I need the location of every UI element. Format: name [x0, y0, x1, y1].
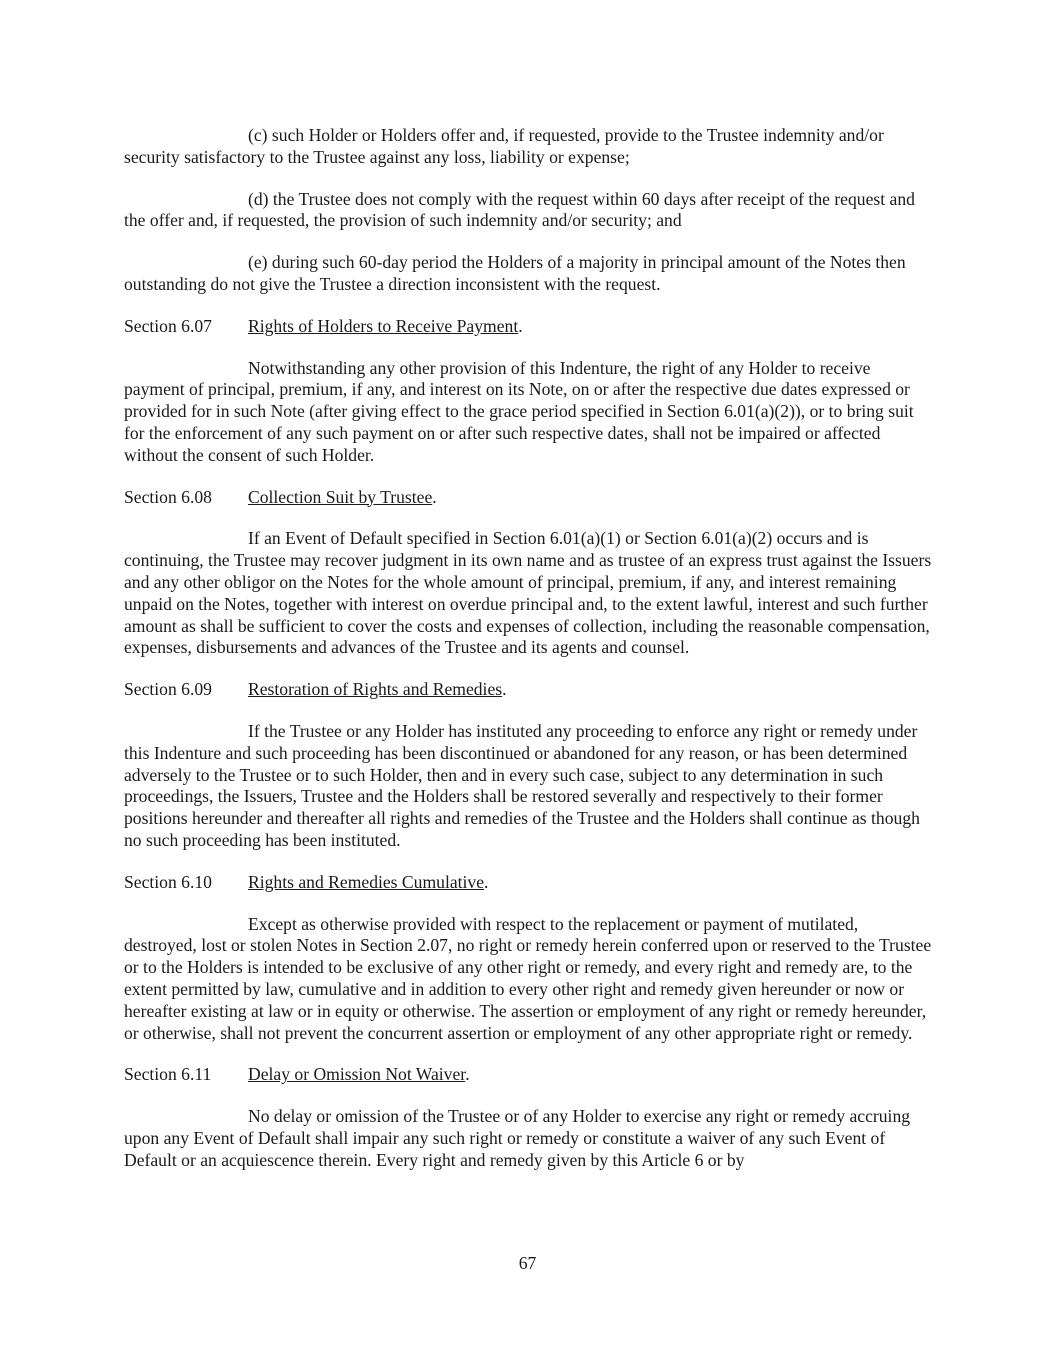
section-number: Section 6.08 — [124, 486, 212, 507]
section-heading-6-09: Section 6.09 Restoration of Rights and Remedies. — [124, 679, 507, 700]
section-body-6-11: No delay or omission of the Trustee or of any Holder to exercise any right or remedy accruing upon any Event of Default shall impair any such right or remedy or constitute a waiver of any such Event of Default or an acquiescence therein. Every right and remedy given by this Article 6 or by — [124, 1106, 911, 1170]
section-body-6-07: Notwithstanding any other provision of this Indenture, the right of any Holder to receive payment of principal, premium, if any, and interest on its Note, on or after the respective due dates expressed or provided for in such Note (after giving effect to the grace period specified in Section 6.01(a)(2)), or to bring suit for the enforcement of any such payment on or after such respective dates, shall not be impaired or affected without the consent of such Holder. — [124, 357, 914, 465]
section-number: Section 6.10 — [124, 871, 212, 892]
clause-e: (e) during such 60-day period the Holders of a majority in principal amount of the Notes then outstanding do not give the Trustee a direction inconsistent with the request. — [124, 252, 906, 294]
section-heading-6-11: Section 6.11 Delay or Omission Not Waiver. — [124, 1064, 470, 1085]
section-title: Rights of Holders to Receive Payment — [248, 315, 519, 336]
section-number: Section 6.07 — [124, 315, 212, 336]
section-number: Section 6.11 — [124, 1064, 212, 1085]
section-title: Collection Suit by Trustee — [248, 486, 433, 507]
section-heading-6-10: Section 6.10 Rights and Remedies Cumulative. — [124, 871, 489, 892]
clause-c: (c) such Holder or Holders offer and, if requested, provide to the Trustee indemnity and/or security satisfactory to the Trustee against any loss, liability or expense; — [124, 125, 884, 167]
section-heading-6-07: Section 6.07 Rights of Holders to Receive Payment. — [124, 315, 523, 336]
section-number: Section 6.09 — [124, 679, 212, 700]
section-body-6-09: If the Trustee or any Holder has instituted any proceeding to enforce any right or remedy under this Indenture and such proceeding has been discontinued or abandoned for any reason, or has been determined adversely to the Trustee or to such Holder, then and in every such case, subject to any determination in such proceedings, the Issuers, Trustee and the Holders shall be restored severally and respectively to their former positions hereunder and thereafter all rights and remedies of the Trustee and the Holders shall continue as though no such proceeding has been instituted. — [124, 720, 920, 850]
clause-d: (d) the Trustee does not comply with the request within 60 days after receipt of the request and the offer and, if requested, the provision of such indemnity and/or security; and — [124, 188, 915, 231]
section-body-6-10: Except as otherwise provided with respect to the replacement or payment of mutilated, destroyed, lost or stolen Notes in Section 2.07, no right or remedy herein conferred upon or reserved to the Trustee or to the Holders is intended to be exclusive of any other right or remedy, and every right and remedy are, to the extent permitted by law, cumulative and in addition to every other right and remedy given hereunder or now or hereafter existing at law or in equity or otherwise. The assertion or employment of any right or remedy hereunder, or otherwise, shall not prevent the concurrent assertion or employment of any other appropriate right or remedy. — [124, 913, 932, 1043]
page-number: 67 — [518, 1253, 537, 1273]
section-title: Delay or Omission Not Waiver — [248, 1064, 466, 1085]
document-page — [124, 125, 932, 1191]
section-title: Rights and Remedies Cumulative — [248, 871, 485, 892]
section-heading-6-08: Section 6.08 Collection Suit by Trustee. — [124, 486, 437, 507]
section-title: Restoration of Rights and Remedies — [248, 679, 503, 700]
section-body-6-08: If an Event of Default specified in Section 6.01(a)(1) or Section 6.01(a)(2) occurs and is continuing, the Trustee may recover judgment in its own name and as trustee of an express trust against the Issuers and any other obligor on the Notes for the whole amount of principal, premium, if any, and interest remaining unpaid on the Notes, together with interest on overdue principal and, to the extent lawful, interest and such further amount as shall be sufficient to cover the costs and expenses of collection, including the reasonable compensation, expenses, disbursements and advances of the Trustee and its agents and counsel. — [124, 528, 932, 658]
